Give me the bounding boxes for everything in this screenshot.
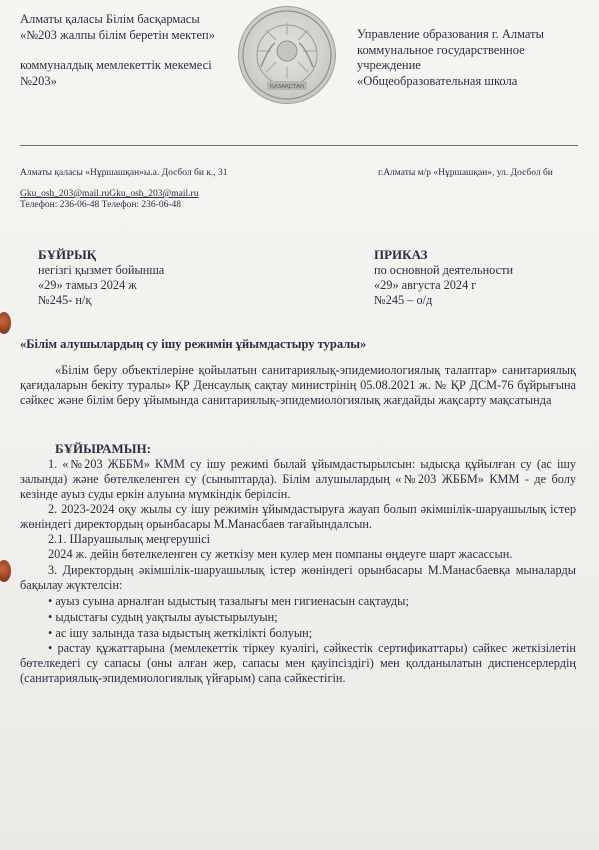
- header-kz-line: №203»: [20, 73, 57, 88]
- punch-hole: [0, 560, 11, 582]
- order-kz-type: негізгі қызмет бойынша: [38, 263, 165, 277]
- order-kz-date: «29» тамыз 2024 ж: [38, 278, 137, 292]
- header-ru: [357, 27, 587, 89]
- header-kz-line: «№203 жалпы білім беретін мектеп»: [20, 27, 215, 42]
- preamble: «Білім беру объектілеріне қойылатын санитариялық-эпидемиологиялық талаптар» санитариялық қағидаларын бекіту туралы» ҚР Денсаулық сақтау министрінің 05.08.2021 ж. № ҚР ДСМ-76 бұйрығына сәйкес және білім беру ұйымында санитариялық-эпидемиологиялық жағдайды жақсарту мақсатында: [20, 363, 576, 407]
- order-kz-number: №245- н/қ: [38, 293, 92, 307]
- emblem-icon: [239, 7, 335, 103]
- punch-hole: [0, 312, 11, 334]
- command-heading: БҰЙЫРАМЫН:: [55, 441, 152, 456]
- bullet-list: [48, 594, 576, 642]
- order-ru-type: по основной деятельности: [374, 263, 514, 277]
- list-item: • растау құжаттарына (мемлекеттік тіркеу куәлігі, сәйкестік сертификаттары) сәйкес жеткізілетін бөтелкедегі су сапасы (оны алған жер, сапасы мен қауіпсіздігі) мен қолданылатын диспенсерлердің (санитариялық-эпидемиологиялық үйғарым) сапа сәйкестігін.: [20, 641, 576, 685]
- emblem-text: ҚАЗАҚСТАН: [270, 84, 304, 90]
- state-emblem: [238, 6, 336, 104]
- phones: Телефон: 236-06-48 Телефон: 236-06-48: [20, 200, 181, 210]
- order-ru-title: ПРИКАЗ: [374, 247, 428, 262]
- header-ru-line: Управление образования г. Алматы: [357, 27, 545, 41]
- header-kz-line: Алматы қаласы Білім басқармасы: [20, 12, 200, 26]
- order-ru-number: №245 – о/д: [374, 293, 433, 307]
- header-ru-line: «Общеобразовательная школа: [357, 73, 518, 88]
- header-ru-line: коммунальное государственное: [357, 42, 525, 57]
- order-kz: [38, 247, 258, 308]
- header-kz: [20, 12, 235, 89]
- list-item: • ауыз суына арналған ыдыстың тазалығы мен гигиенасын сақтауды;: [48, 594, 409, 608]
- list-item: • ас ішу залында таза ыдыстың жеткілікті болуын;: [48, 626, 313, 640]
- item-2: 2. 2023-2024 оқу жылы су ішу режимін ұйымдастыруға жауап болып әкімшілік-шаруашылық істер жөніндегі директордың орынбасары М.Манасбаев тағайындалсын.: [20, 502, 576, 531]
- address-kz: Алматы қаласы «Нұршашқан»ы.а. Досбол би к., 31: [20, 168, 228, 178]
- item-2-1: 2.1. Шаруашылық меңгерушісі: [48, 532, 211, 546]
- item-2-1-text: 2024 ж. дейін бөтелкеленген су жеткізу мен кулер мен помпаны өңдеуге шарт жасассын.: [48, 547, 513, 561]
- order-ru-date: «29» августа 2024 г: [374, 278, 477, 292]
- header-ru-line: учреждение: [357, 58, 421, 72]
- list-item: • ыдыстағы судың уақтылы ауыстырылуын;: [48, 610, 278, 624]
- header-kz-line: коммуналдық мемлекеттік мекемесі: [20, 58, 212, 72]
- email-link[interactable]: Gku_osh_203@mail.ruGku_osh_203@mail.ru: [20, 189, 199, 199]
- order-kz-title: БҰЙРЫҚ: [38, 247, 97, 262]
- item-1: 1. «№203 ЖББМ» КММ су ішу режимі былай ұйымдастырылсын: ыдысқа құйылған су (ас ішу залында) және бөтелкеленген су (сыныптарда). Білім алушылардың «№203 ЖББМ» КММ - де болу кезінде ауыз суды еркін алуына мүмкіндік берілсін.: [20, 457, 576, 501]
- order-ru: [374, 247, 584, 308]
- address-ru: г.Алматы м/р «Нұршашқан», ул. Досбол би: [378, 168, 553, 178]
- item-3: 3. Директордың әкімшілік-шаруашылық істер жөніндегі орынбасары М.Манасбаевқа мыналарды бақылау жүктелсін:: [20, 563, 576, 592]
- header-divider: [20, 145, 578, 146]
- document-subject: «Білім алушылардың су ішу режимін ұйымдастыру туралы»: [20, 337, 367, 351]
